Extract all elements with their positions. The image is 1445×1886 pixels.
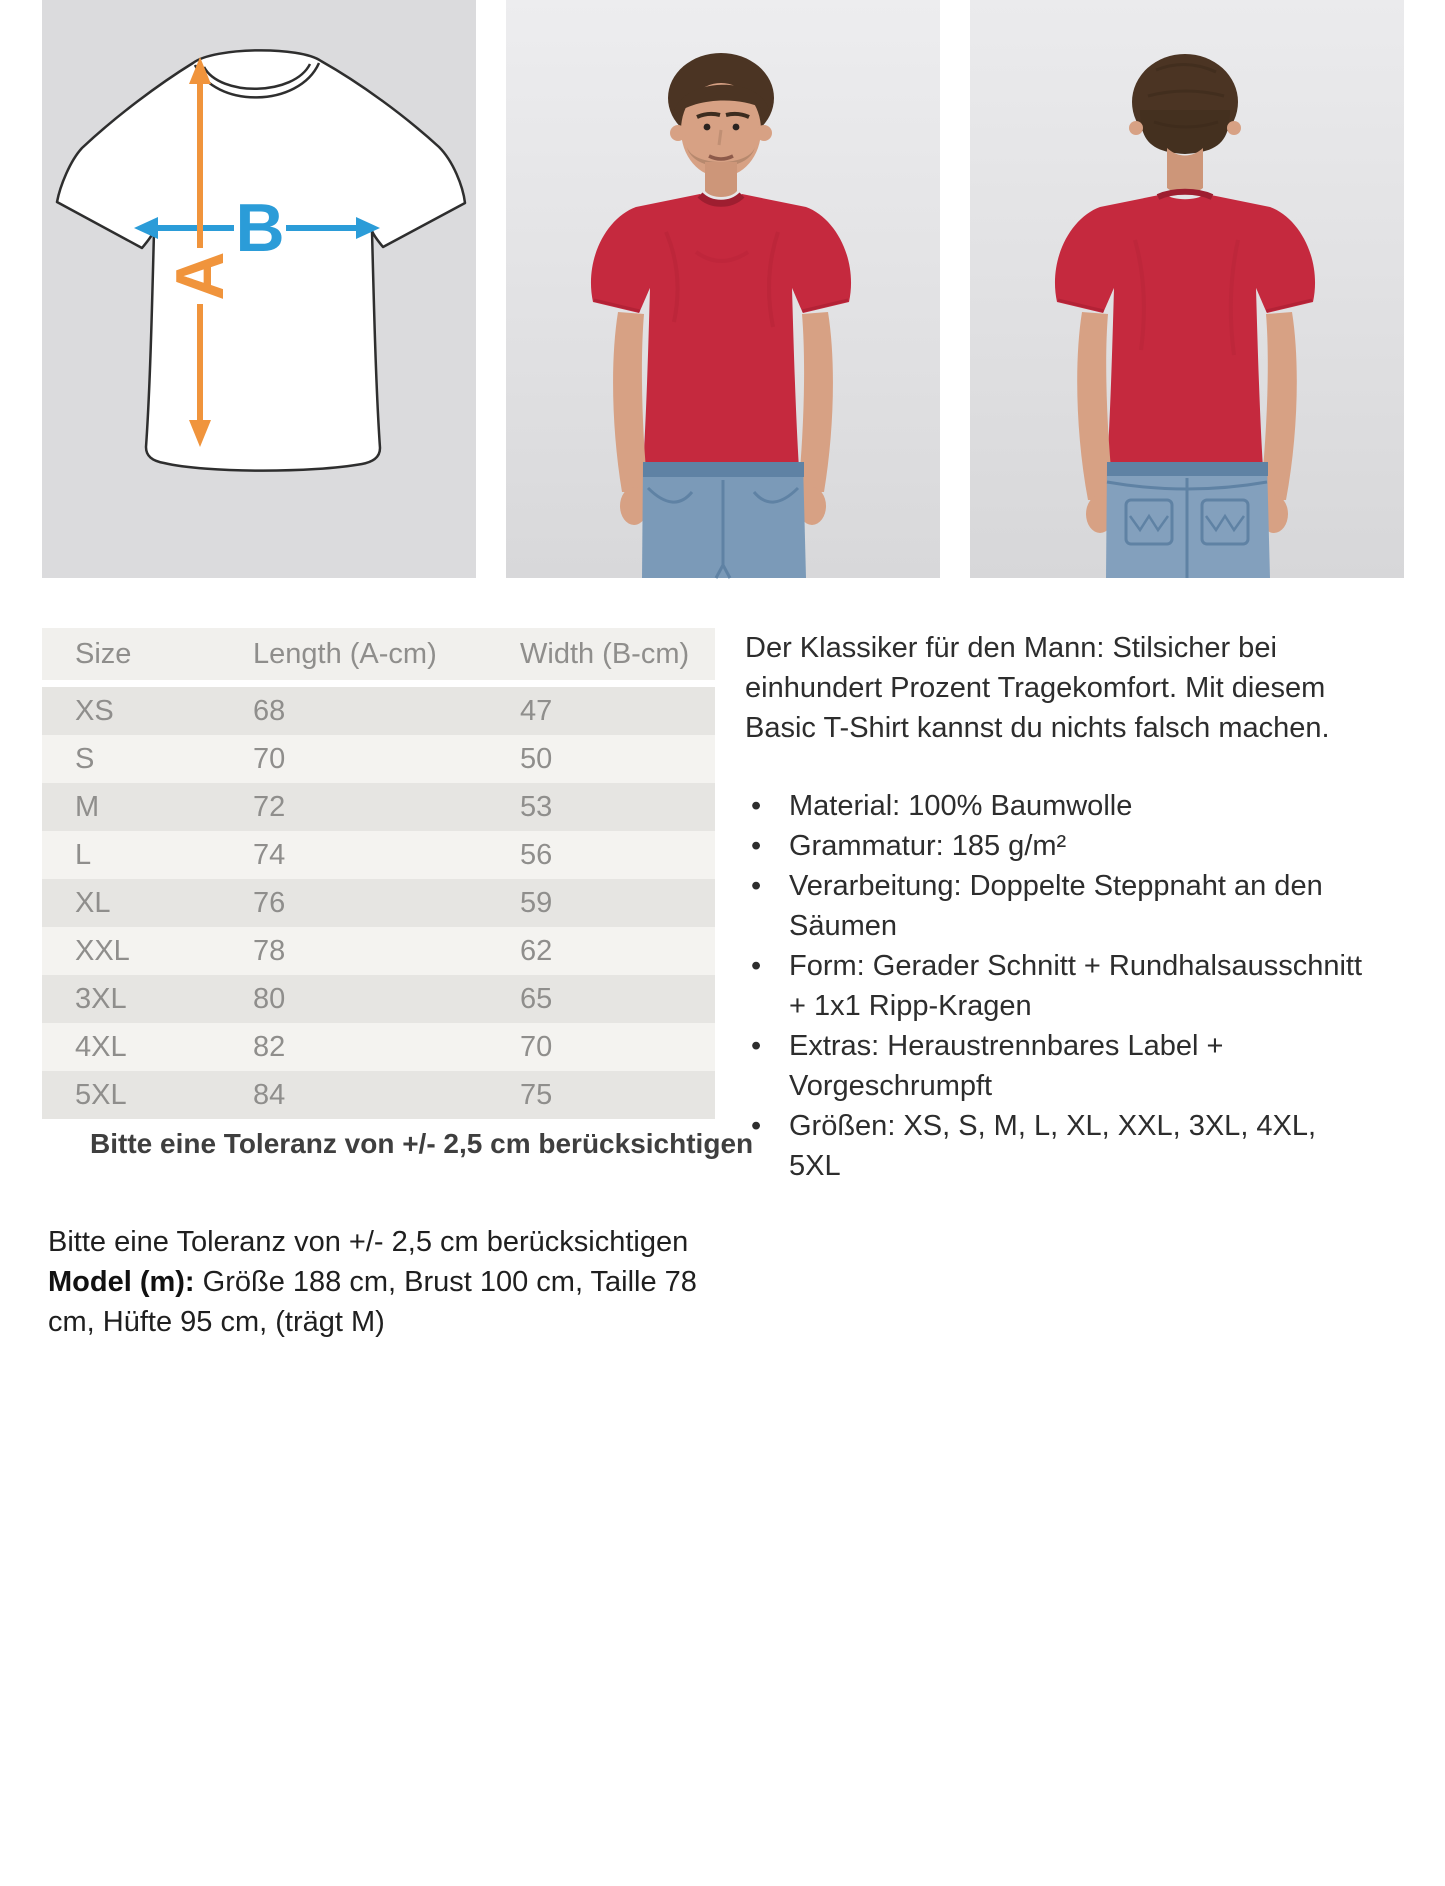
length-label-a: A — [162, 251, 238, 301]
cell-size: 5XL — [75, 1078, 127, 1111]
cell-length: 72 — [253, 790, 286, 823]
product-images-row — [0, 0, 1445, 578]
width-label-b: B — [235, 190, 285, 266]
cell-size: L — [75, 838, 92, 871]
table-row — [42, 783, 715, 831]
col-header-width: Width (B-cm) — [520, 637, 690, 670]
table-row — [42, 1071, 715, 1119]
cell-width: 47 — [520, 694, 553, 727]
product-description — [745, 628, 1375, 1186]
tolerance-note: Bitte eine Toleranz von +/- 2,5 cm berücksichtigen — [48, 1226, 689, 1258]
details-row — [0, 628, 1445, 1186]
model-info-details: Größe 188 cm, Brust 100 cm, Taille 78 cm, Hüfte 95 cm, (trägt M) — [48, 1266, 697, 1338]
list-item — [745, 946, 1375, 1026]
feature-text: Form: Gerader Schnitt + Rundhalsausschnitt + 1x1 Ripp-Kragen — [789, 950, 1363, 1022]
feature-text: Grammatur: 185 g/m² — [789, 830, 1067, 862]
size-diagram-image — [42, 0, 476, 578]
clipped-text-artifact — [90, 1128, 754, 1159]
list-item — [745, 866, 1375, 946]
bullet-icon: • — [751, 950, 762, 982]
cell-length: 82 — [253, 1030, 286, 1063]
cell-width: 70 — [520, 1030, 553, 1063]
description-intro: Der Klassiker für den Mann: Stilsicher bei einhundert Prozent Tragekomfort. Mit diesem Basic T-Shirt kannst du nichts falsch machen. — [745, 632, 1330, 744]
feature-list — [745, 786, 1375, 1186]
table-row — [42, 1023, 715, 1071]
table-row — [42, 687, 715, 735]
cell-size: 4XL — [75, 1030, 127, 1063]
model-front-svg — [506, 0, 940, 578]
table-row — [42, 735, 715, 783]
cell-length: 84 — [253, 1078, 286, 1111]
cell-width: 50 — [520, 742, 553, 775]
col-header-length: Length (A-cm) — [253, 637, 437, 670]
list-item — [745, 1106, 1375, 1186]
cell-size: M — [75, 790, 100, 823]
col-header-size: Size — [75, 637, 132, 670]
cell-width: 75 — [520, 1078, 553, 1111]
model-photo-back — [970, 0, 1404, 578]
bullet-icon: • — [751, 790, 762, 822]
cell-size: S — [75, 742, 95, 775]
size-table — [42, 628, 754, 1159]
model-photo-front — [506, 0, 940, 578]
list-item — [745, 826, 1375, 866]
bullet-icon: • — [751, 1030, 762, 1062]
model-info-label: Model (m): — [48, 1266, 195, 1298]
cell-length: 68 — [253, 694, 286, 727]
table-row — [42, 927, 715, 975]
cell-width: 65 — [520, 982, 553, 1015]
cell-width: 56 — [520, 838, 553, 871]
feature-text: Extras: Heraustrennbares Label + Vorgeschrumpft — [789, 1030, 1224, 1102]
cell-length: 78 — [253, 934, 286, 967]
size-diagram-svg — [42, 0, 476, 578]
feature-text: Material: 100% Baumwolle — [789, 790, 1133, 822]
cell-length: 80 — [253, 982, 286, 1015]
table-row — [42, 879, 715, 927]
cell-width: 59 — [520, 886, 553, 919]
feature-text: Größen: XS, S, M, L, XL, XXL, 3XL, 4XL, 5XL — [789, 1110, 1317, 1182]
measurement-footnote — [48, 1222, 738, 1342]
cell-size: 3XL — [75, 982, 127, 1015]
cell-width: 62 — [520, 934, 553, 967]
cell-size: XL — [75, 886, 111, 919]
size-table-header-row — [42, 628, 715, 680]
list-item — [745, 786, 1375, 826]
cell-size: XS — [75, 694, 114, 727]
cell-size: XXL — [75, 934, 130, 967]
clipped-text: Bitte eine Toleranz von +/- 2,5 cm berücksichtigen — [90, 1128, 754, 1159]
cell-length: 70 — [253, 742, 286, 775]
bullet-icon: • — [751, 870, 762, 902]
table-row — [42, 975, 715, 1023]
cell-width: 53 — [520, 790, 553, 823]
list-item — [745, 1026, 1375, 1106]
bullet-icon: • — [751, 1110, 762, 1142]
table-row — [42, 831, 715, 879]
cell-length: 74 — [253, 838, 286, 871]
feature-text: Verarbeitung: Doppelte Steppnaht an den Säumen — [789, 870, 1323, 942]
bullet-icon: • — [751, 830, 762, 862]
cell-length: 76 — [253, 886, 286, 919]
model-back-svg — [970, 0, 1404, 578]
